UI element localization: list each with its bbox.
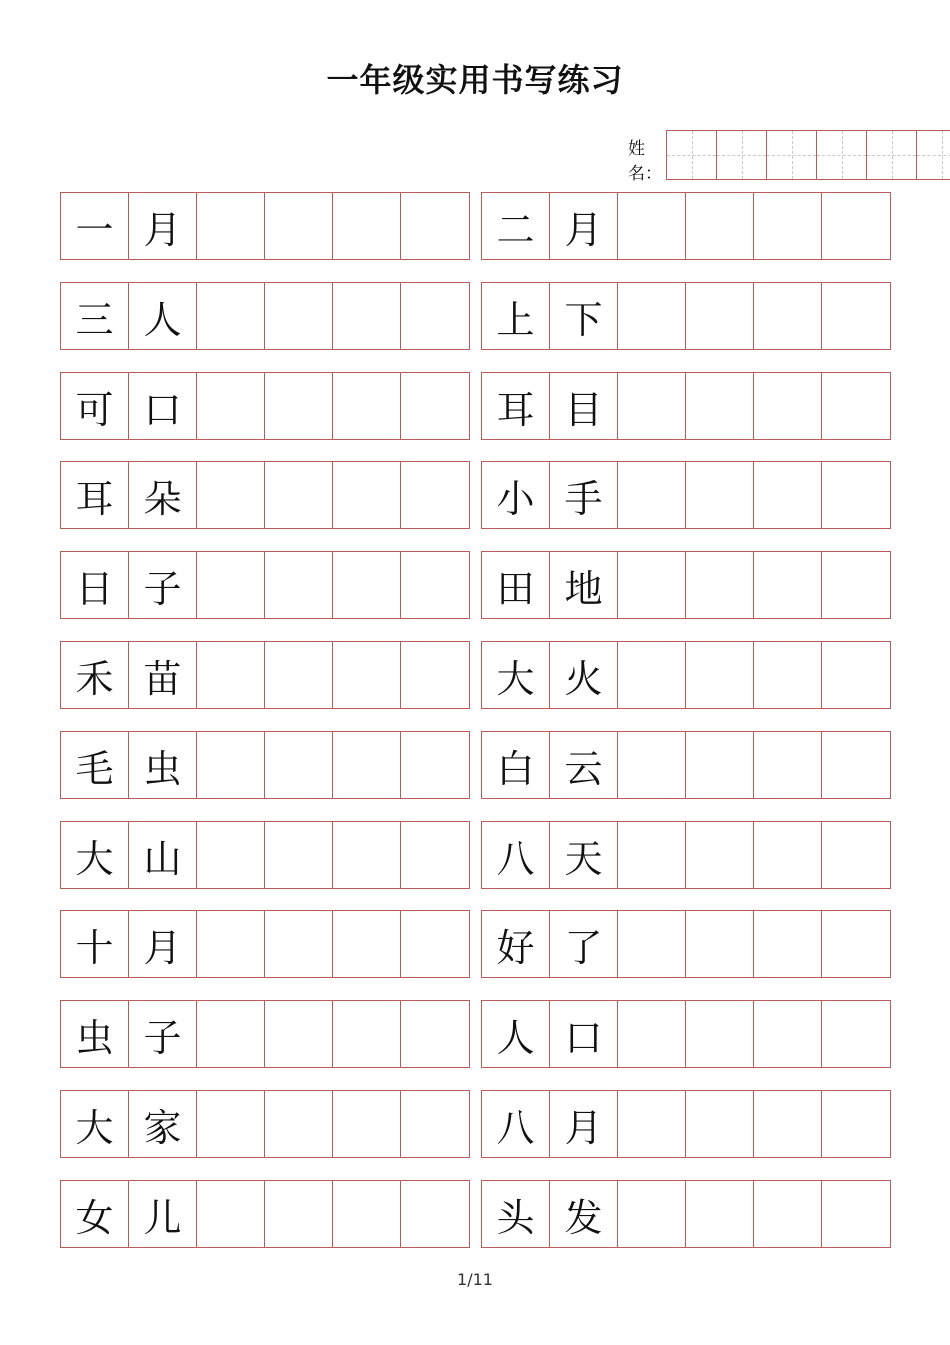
model-character: 人 <box>129 283 197 349</box>
writing-cell[interactable] <box>686 462 754 528</box>
name-box[interactable] <box>917 131 950 179</box>
model-character: 大 <box>482 642 550 708</box>
model-character: 目 <box>550 373 618 439</box>
model-character: 禾 <box>61 642 129 708</box>
model-character: 八 <box>482 822 550 888</box>
model-character: 十 <box>61 911 129 977</box>
writing-cell[interactable] <box>754 911 822 977</box>
writing-cell[interactable] <box>265 1001 333 1067</box>
practice-row-left-10 <box>60 1000 470 1068</box>
writing-cell[interactable] <box>333 283 401 349</box>
writing-cell[interactable] <box>401 373 469 439</box>
writing-cell[interactable] <box>754 283 822 349</box>
writing-cell[interactable] <box>401 552 469 618</box>
writing-cell[interactable] <box>822 462 890 528</box>
writing-cell[interactable] <box>686 283 754 349</box>
writing-cell[interactable] <box>754 822 822 888</box>
writing-cell[interactable] <box>197 283 265 349</box>
writing-cell[interactable] <box>265 732 333 798</box>
writing-cell[interactable] <box>197 1181 265 1247</box>
writing-cell[interactable] <box>401 911 469 977</box>
writing-cell[interactable] <box>822 822 890 888</box>
writing-cell[interactable] <box>333 193 401 259</box>
writing-cell[interactable] <box>686 642 754 708</box>
practice-row-left-12 <box>60 1180 470 1248</box>
writing-cell[interactable] <box>197 732 265 798</box>
writing-cell[interactable] <box>333 1001 401 1067</box>
writing-cell[interactable] <box>618 193 686 259</box>
model-character: 好 <box>482 911 550 977</box>
model-character: 虫 <box>129 732 197 798</box>
writing-cell[interactable] <box>265 373 333 439</box>
page-title: 一年级实用书写练习 <box>326 61 624 99</box>
model-character: 虫 <box>61 1001 129 1067</box>
writing-cell[interactable] <box>754 732 822 798</box>
practice-row-left-7 <box>60 731 470 799</box>
writing-cell[interactable] <box>333 642 401 708</box>
writing-cell[interactable] <box>265 822 333 888</box>
model-character: 子 <box>129 552 197 618</box>
name-label: 姓名： <box>628 139 662 184</box>
writing-cell[interactable] <box>265 552 333 618</box>
model-character: 人 <box>482 1001 550 1067</box>
writing-cell[interactable] <box>333 911 401 977</box>
writing-cell[interactable] <box>401 193 469 259</box>
model-character: 毛 <box>61 732 129 798</box>
writing-cell[interactable] <box>265 1091 333 1157</box>
writing-cell[interactable] <box>822 911 890 977</box>
practice-row-right-11 <box>481 1090 891 1158</box>
writing-cell[interactable] <box>197 822 265 888</box>
practice-row-left-4 <box>60 461 470 529</box>
writing-cell[interactable] <box>618 1001 686 1067</box>
writing-cell[interactable] <box>686 732 754 798</box>
writing-cell[interactable] <box>265 193 333 259</box>
writing-cell[interactable] <box>333 732 401 798</box>
writing-cell[interactable] <box>686 1091 754 1157</box>
practice-row-right-1 <box>481 192 891 260</box>
practice-row-right-8 <box>481 821 891 889</box>
writing-cell[interactable] <box>754 462 822 528</box>
model-character: 手 <box>550 462 618 528</box>
writing-cell[interactable] <box>618 1091 686 1157</box>
practice-row-left-3 <box>60 372 470 440</box>
model-character: 月 <box>550 193 618 259</box>
practice-row-right-2 <box>481 282 891 350</box>
practice-row-right-3 <box>481 372 891 440</box>
writing-cell[interactable] <box>686 822 754 888</box>
writing-cell[interactable] <box>686 193 754 259</box>
writing-cell[interactable] <box>197 1091 265 1157</box>
model-character: 二 <box>482 193 550 259</box>
practice-row-right-12 <box>481 1180 891 1248</box>
model-character: 大 <box>61 1091 129 1157</box>
practice-row-left-6 <box>60 641 470 709</box>
writing-cell[interactable] <box>822 642 890 708</box>
writing-cell[interactable] <box>618 552 686 618</box>
writing-cell[interactable] <box>754 1091 822 1157</box>
writing-cell[interactable] <box>822 1181 890 1247</box>
writing-cell[interactable] <box>197 193 265 259</box>
model-character: 八 <box>482 1091 550 1157</box>
writing-cell[interactable] <box>197 462 265 528</box>
writing-cell[interactable] <box>754 1001 822 1067</box>
writing-cell[interactable] <box>754 373 822 439</box>
writing-cell[interactable] <box>686 911 754 977</box>
writing-cell[interactable] <box>333 822 401 888</box>
writing-cell[interactable] <box>822 1091 890 1157</box>
writing-cell[interactable] <box>754 642 822 708</box>
writing-cell[interactable] <box>401 1181 469 1247</box>
model-character: 三 <box>61 283 129 349</box>
writing-cell[interactable] <box>686 552 754 618</box>
name-box[interactable] <box>767 131 817 179</box>
model-character: 月 <box>129 193 197 259</box>
writing-cell[interactable] <box>197 552 265 618</box>
writing-cell[interactable] <box>822 193 890 259</box>
model-character: 发 <box>550 1181 618 1247</box>
model-character: 口 <box>550 1001 618 1067</box>
writing-cell[interactable] <box>333 373 401 439</box>
model-character: 月 <box>129 911 197 977</box>
writing-cell[interactable] <box>401 822 469 888</box>
model-character: 云 <box>550 732 618 798</box>
model-character: 可 <box>61 373 129 439</box>
writing-cell[interactable] <box>401 283 469 349</box>
model-character: 苗 <box>129 642 197 708</box>
writing-cell[interactable] <box>333 552 401 618</box>
model-character: 上 <box>482 283 550 349</box>
writing-cell[interactable] <box>333 1091 401 1157</box>
name-box[interactable] <box>667 131 717 179</box>
writing-cell[interactable] <box>822 732 890 798</box>
writing-cell[interactable] <box>197 911 265 977</box>
model-character: 田 <box>482 552 550 618</box>
model-character: 头 <box>482 1181 550 1247</box>
model-character: 火 <box>550 642 618 708</box>
writing-cell[interactable] <box>686 373 754 439</box>
model-character: 耳 <box>61 462 129 528</box>
writing-cell[interactable] <box>686 1001 754 1067</box>
writing-cell[interactable] <box>822 373 890 439</box>
writing-cell[interactable] <box>265 1181 333 1247</box>
writing-cell[interactable] <box>401 732 469 798</box>
model-character: 耳 <box>482 373 550 439</box>
writing-cell[interactable] <box>401 1091 469 1157</box>
practice-row-right-9 <box>481 910 891 978</box>
model-character: 地 <box>550 552 618 618</box>
writing-cell[interactable] <box>265 462 333 528</box>
writing-cell[interactable] <box>618 1181 686 1247</box>
practice-row-left-8 <box>60 821 470 889</box>
writing-cell[interactable] <box>197 373 265 439</box>
model-character: 大 <box>61 822 129 888</box>
model-character: 天 <box>550 822 618 888</box>
model-character: 白 <box>482 732 550 798</box>
model-character: 小 <box>482 462 550 528</box>
name-writing-boxes[interactable] <box>666 130 950 180</box>
name-box[interactable] <box>817 131 867 179</box>
page-number: 1/11 <box>457 1270 493 1289</box>
writing-cell[interactable] <box>401 1001 469 1067</box>
writing-cell[interactable] <box>197 1001 265 1067</box>
writing-cell[interactable] <box>618 373 686 439</box>
practice-row-left-2 <box>60 282 470 350</box>
writing-cell[interactable] <box>618 462 686 528</box>
writing-cell[interactable] <box>754 1181 822 1247</box>
name-box[interactable] <box>867 131 917 179</box>
writing-cell[interactable] <box>618 732 686 798</box>
writing-cell[interactable] <box>618 283 686 349</box>
name-box[interactable] <box>717 131 767 179</box>
writing-cell[interactable] <box>754 552 822 618</box>
name-field <box>628 130 950 184</box>
model-character: 家 <box>129 1091 197 1157</box>
writing-cell[interactable] <box>333 462 401 528</box>
model-character: 子 <box>129 1001 197 1067</box>
model-character: 女 <box>61 1181 129 1247</box>
writing-cell[interactable] <box>401 462 469 528</box>
practice-row-right-5 <box>481 551 891 619</box>
practice-row-right-4 <box>481 461 891 529</box>
model-character: 山 <box>129 822 197 888</box>
model-character: 朵 <box>129 462 197 528</box>
model-character: 日 <box>61 552 129 618</box>
model-character: 一 <box>61 193 129 259</box>
practice-row-left-11 <box>60 1090 470 1158</box>
practice-row-left-5 <box>60 551 470 619</box>
writing-cell[interactable] <box>822 1001 890 1067</box>
practice-row-right-7 <box>481 731 891 799</box>
writing-cell[interactable] <box>333 1181 401 1247</box>
practice-row-right-10 <box>481 1000 891 1068</box>
writing-cell[interactable] <box>754 193 822 259</box>
writing-cell[interactable] <box>618 911 686 977</box>
writing-cell[interactable] <box>265 911 333 977</box>
practice-row-right-6 <box>481 641 891 709</box>
writing-cell[interactable] <box>686 1181 754 1247</box>
model-character: 口 <box>129 373 197 439</box>
writing-cell[interactable] <box>265 283 333 349</box>
model-character: 了 <box>550 911 618 977</box>
practice-row-left-1 <box>60 192 470 260</box>
writing-cell[interactable] <box>265 642 333 708</box>
model-character: 下 <box>550 283 618 349</box>
writing-cell[interactable] <box>618 642 686 708</box>
writing-cell[interactable] <box>822 283 890 349</box>
model-character: 儿 <box>129 1181 197 1247</box>
writing-cell[interactable] <box>401 642 469 708</box>
practice-row-left-9 <box>60 910 470 978</box>
writing-cell[interactable] <box>197 642 265 708</box>
writing-cell[interactable] <box>822 552 890 618</box>
writing-cell[interactable] <box>618 822 686 888</box>
model-character: 月 <box>550 1091 618 1157</box>
